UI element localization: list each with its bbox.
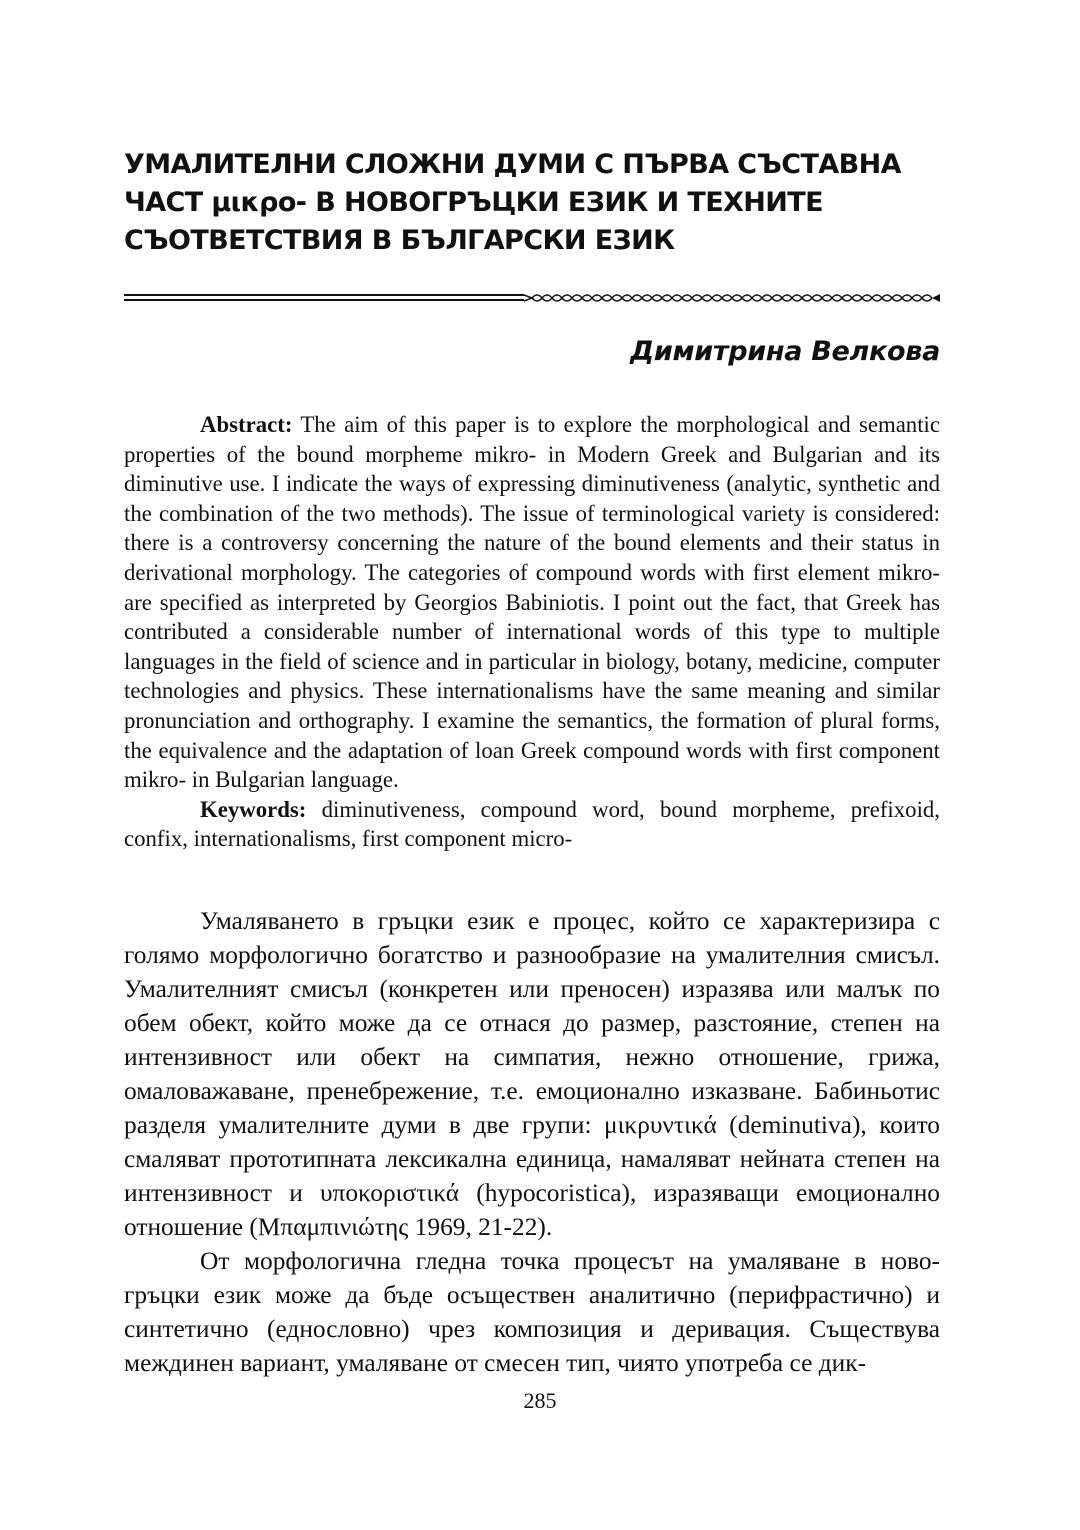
title-line-2: ЧАСТ μικρο- В НОВОГРЪЦКИ ЕЗИК И ТЕХНИТЕ (124, 187, 823, 218)
title-line-3: СЪОТВЕТСТВИЯ В БЪЛГАРСКИ ЕЗИК (124, 225, 675, 256)
decorative-divider (124, 290, 944, 306)
page-number: 285 (523, 1388, 557, 1413)
keywords-paragraph (124, 795, 940, 854)
body-paragraph-2: От морфологична гледна точка процесът на умаляване в новогръцки език може да бъде осъществен аналитично (перифрастично) и синтетично (еднословно) чрез композиция и деривация. Съществува междинен вариант, умаляване от смесен тип, чиято употреба се дик- (124, 1247, 940, 1377)
abstract-label: Abstract: (200, 412, 293, 437)
body-paragraph-1: Умаляването в гръцки език е процес, който се характеризира с голямо морфологично богатство и разнообразие на умалителния смисъл. Умалителният смисъл (конкретен или преносен) изразява или малък по обем обект, който може да се отнася до размер, разстояние, степен на интензивност или обект на симпатия, нежно отношение, грижа, омаловажаване, пренебрежение, т.е. емоционално изказване. Бабиньотис разделя умалителните думи в две групи: μικρυντικά (deminutiva), които смаляват прототипната лексикална единица, намаляват нейната степен на интензивност и υποκοριστικά (hypocoristica), изразяващи емоционално отношение (Μπαμπινιώτης 1969, 21-22). (124, 907, 940, 1241)
abstract-text: The aim of this paper is to explore the morphological and semantic properties of the bound morpheme mikro- in Modern Greek and Bulgarian and its diminutive use. I indicate the ways of expressing diminutiveness (analytic, synthetic and the combination of the two methods). The issue of terminological variety is considered: there is a controversy concerning the nature of the bound elements and their status in derivational morphology. The categories of compound words with first element mikro- are specified as interpreted by Georgios Babiniotis. I point out the fact, that Greek has contributed a considerable number of international words of this type to multiple languages in the field of science and in particular in biology, botany, medicine, computer technologies and physics. These internationalisms have the same meaning and similar pronunciation and orthography. I examine the semantics, the formation of plural forms, the equivalence and the adaptation of loan Greek compound words with first component mikro- in Bulgarian language. (124, 412, 940, 793)
paper-title (124, 146, 954, 260)
keywords-label: Keywords: (200, 796, 307, 822)
abstract-section (124, 410, 940, 854)
author-name: Димитрина Велкова (630, 336, 940, 367)
keywords-text: diminutiveness, compound word, bound morpheme, prefixoid, confix, internationalisms, first component micro- (124, 796, 940, 852)
body-text (124, 904, 940, 1380)
title-line-1: УМАЛИТЕЛНИ СЛОЖНИ ДУМИ С ПЪРВА СЪСТАВНА (124, 149, 901, 180)
abstract-paragraph (124, 410, 940, 795)
